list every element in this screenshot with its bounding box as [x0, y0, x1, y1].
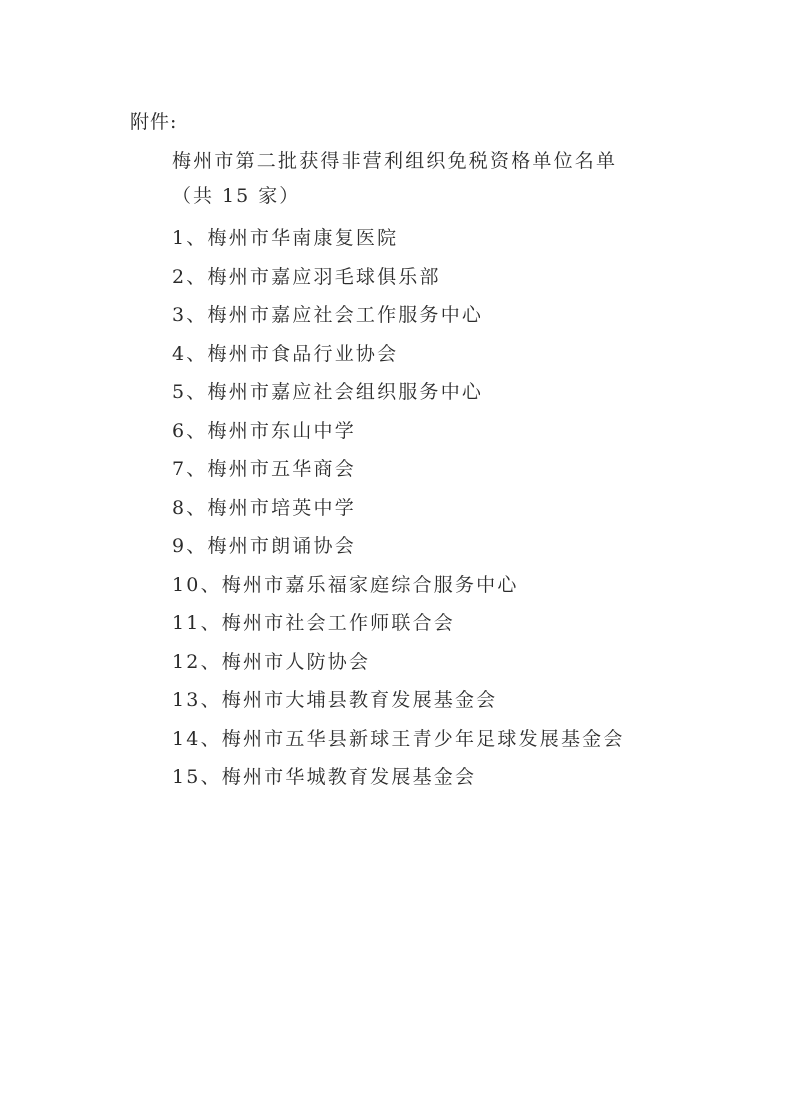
list-item: 6、梅州市东山中学	[172, 419, 356, 442]
attachment-label: 附件:	[130, 111, 178, 133]
list-item: 14、梅州市五华县新球王青少年足球发展基金会	[172, 727, 625, 750]
document-title: 梅州市第二批获得非营利组织免税资格单位名单	[172, 150, 618, 172]
list-item: 12、梅州市人防协会	[172, 650, 371, 673]
list-item: 2、梅州市嘉应羽毛球俱乐部	[172, 265, 441, 288]
organization-list	[172, 223, 625, 801]
list-item: 4、梅州市食品行业协会	[172, 342, 399, 365]
list-item: 15、梅州市华城教育发展基金会	[172, 766, 477, 788]
list-item: 5、梅州市嘉应社会组织服务中心	[172, 381, 484, 403]
document-subtitle: （共 15 家）	[172, 185, 301, 207]
list-item: 3、梅州市嘉应社会工作服务中心	[172, 304, 484, 326]
list-item: 9、梅州市朗诵协会	[172, 535, 356, 557]
list-item: 11、梅州市社会工作师联合会	[172, 612, 455, 634]
list-item: 7、梅州市五华商会	[172, 458, 356, 480]
list-item: 13、梅州市大埔县教育发展基金会	[172, 689, 498, 711]
list-item: 10、梅州市嘉乐福家庭综合服务中心	[172, 573, 519, 596]
list-item: 1、梅州市华南康复医院	[172, 227, 399, 249]
list-item: 8、梅州市培英中学	[172, 496, 356, 519]
